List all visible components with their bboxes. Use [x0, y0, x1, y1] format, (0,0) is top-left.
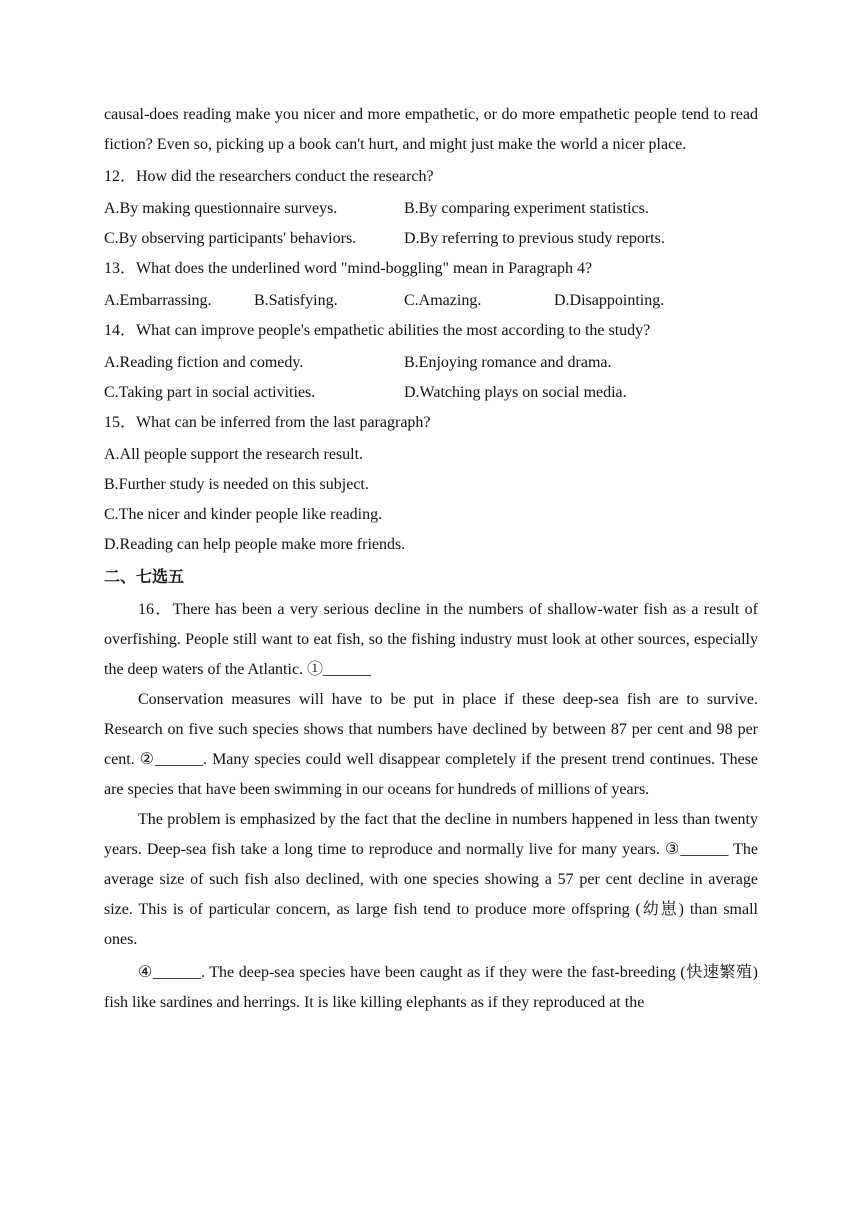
- question-12-option-a: A.By making questionnaire surveys.: [104, 200, 338, 217]
- question-14-option-b: B.Enjoying romance and drama.: [404, 354, 612, 371]
- question-13-stem: 13．What does the underlined word "mind-boggling" mean in Paragraph 4?: [104, 260, 593, 277]
- question-12-stem: 12．How did the researchers conduct the research?: [104, 168, 434, 185]
- question-12-option-b: B.By comparing experiment statistics.: [404, 200, 649, 217]
- question-15-option-d: D.Reading can help people make more friends.: [104, 536, 406, 553]
- question-12-options-row1: [104, 194, 758, 224]
- question-15-option-b: B.Further study is needed on this subject.: [104, 476, 369, 493]
- question-14-stem: 14．What can improve people's empathetic abilities the most according to the study?: [104, 322, 651, 339]
- question-14-option-d: D.Watching plays on social media.: [404, 384, 627, 401]
- question-13-option-d: D.Disappointing.: [554, 292, 665, 309]
- passage-paragraph: Conservation measures will have to be put in place if these deep-sea fish are to survive. Research on five such species shows that numbers have declined by between 87 per cent and 98 per cent. ②______. Many species could well disappear completely if the present trend continues. These are species that have been swimming in our oceans for hundreds of millions of years.: [104, 691, 758, 798]
- question-15-option-c: C.The nicer and kinder people like reading.: [104, 506, 383, 523]
- question-13-option-c: C.Amazing.: [404, 292, 482, 309]
- passage-paragraph: The problem is emphasized by the fact that the decline in numbers happened in less than twenty years. Deep-sea fish take a long time to reproduce and normally live for many years. ③______ The average size of such fish also declined, with one species showing a 57 per cent decline in average size. This is of particular concern, as large fish tend to produce more offspring (幼崽) than small ones.: [104, 811, 758, 948]
- question-15-stem: 15．What can be inferred from the last paragraph?: [104, 414, 431, 431]
- question-14-options-row1: [104, 348, 758, 378]
- intro-paragraph: causal-does reading make you nicer and more empathetic, or do more empathetic people tend to read fiction? Even so, picking up a book can't hurt, and might just make the world a nicer place.: [104, 106, 758, 153]
- question-13-options-row: [104, 286, 758, 316]
- question-12-option-d: D.By referring to previous study reports.: [404, 230, 665, 247]
- question-13-option-b: B.Satisfying.: [254, 292, 338, 309]
- section-heading: 二、七选五: [104, 567, 185, 586]
- question-13-option-a: A.Embarrassing.: [104, 292, 212, 309]
- passage-paragraph: 16．There has been a very serious decline in the numbers of shallow-water fish as a result of overfishing. People still want to eat fish, so the fishing industry must look at other sources, especially the deep waters of the Atlantic. ①______: [104, 601, 758, 678]
- document-page: [104, 100, 758, 1018]
- question-15-option-a: A.All people support the research result.: [104, 446, 364, 463]
- question-12-option-c: C.By observing participants' behaviors.: [104, 230, 357, 247]
- question-12-options-row2: [104, 224, 758, 254]
- question-14-option-c: C.Taking part in social activities.: [104, 384, 316, 401]
- question-14-option-a: A.Reading fiction and comedy.: [104, 354, 304, 371]
- passage-paragraph: ④______. The deep-sea species have been caught as if they were the fast-breeding (快速繁殖) fish like sardines and herrings. It is like killing elephants as if they reproduced at the: [104, 964, 758, 1011]
- question-14-options-row2: [104, 378, 758, 408]
